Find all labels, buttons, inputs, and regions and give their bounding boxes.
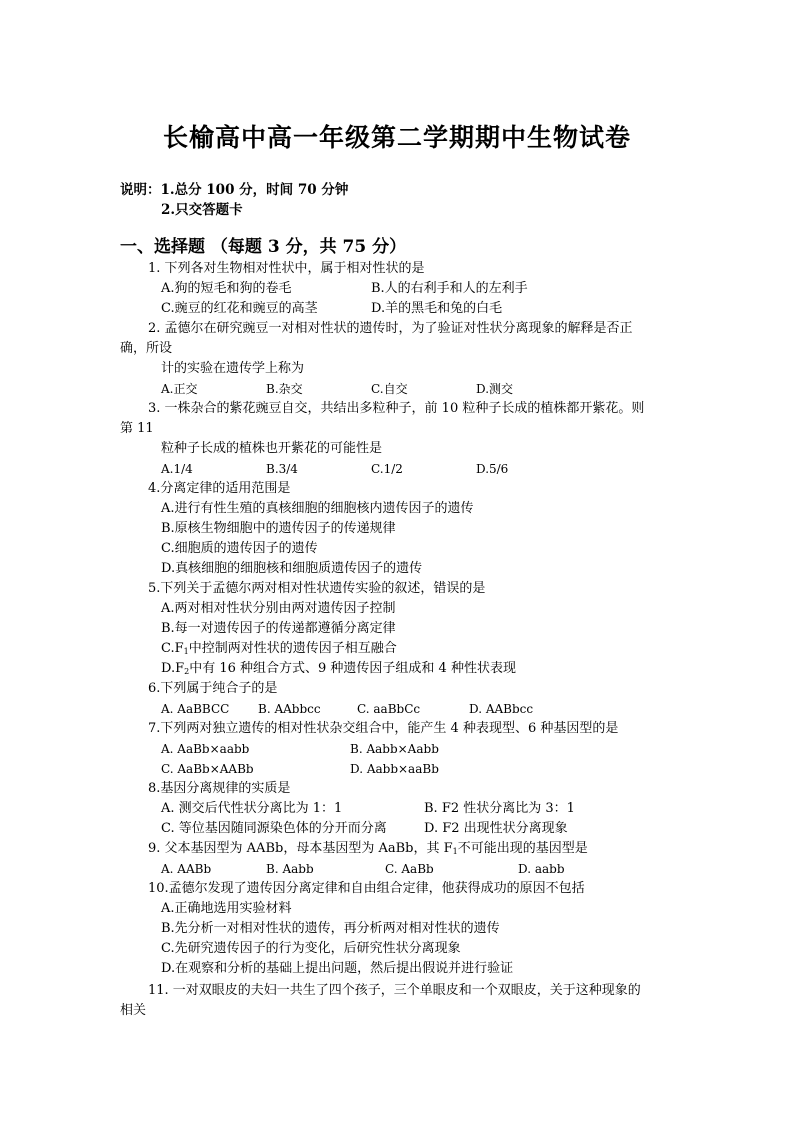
question-5-option-d-subscript: 2 (184, 667, 190, 676)
question-2-option-b: B.杂交 (266, 382, 303, 396)
question-8-option-b: B. F2 性状分离比为 3：1 (424, 801, 575, 816)
question-3-option-a: A.1/4 (161, 462, 193, 476)
question-7-option-b: B. Aabb×Aabb (350, 742, 439, 756)
section-heading-multiple-choice: 一、选择题 （每题 3 分，共 75 分） (120, 237, 407, 257)
question-2-option-c: C.自交 (371, 382, 408, 396)
question-9-option-a: A. AABb (161, 862, 212, 876)
question-1-option-b: B.人的右利手和人的左利手 (371, 281, 528, 296)
question-5-option-a: A.两对相对性状分别由两对遗传因子控制 (161, 601, 396, 616)
question-1-stem: 1. 下列各对生物相对性状中，属于相对性状的是 (148, 261, 425, 276)
question-7-option-a: A. AaBb×aabb (161, 742, 250, 756)
question-6-stem: 6.下列属于纯合子的是 (148, 681, 278, 696)
question-5-option-d-text: 中有 16 种组合方式、9 种遗传因子组成和 4 种性状表现 (189, 661, 516, 676)
question-5-option-c-subscript: 1 (183, 647, 189, 656)
question-11-stem-line1: 11. 一对双眼皮的夫妇一共生了四个孩子，三个单眼皮和一个双眼皮，关于这种现象的 (148, 983, 641, 998)
question-8-option-c: C. 等位基因随同源染色体的分开而分离 (161, 821, 387, 836)
question-8-option-d: D. F2 出现性状分离现象 (424, 821, 568, 836)
question-1-option-d: D.羊的黑毛和兔的白毛 (371, 301, 503, 316)
question-1-option-a: A.狗的短毛和狗的卷毛 (161, 281, 292, 296)
question-4-option-b: B.原核生物细胞中的遗传因子的传递规律 (161, 521, 396, 536)
exam-instructions-line1: 说明：1.总分 100 分，时间 70 分钟 (120, 182, 349, 198)
question-9-option-d: D. aabb (518, 862, 565, 876)
question-2-stem-line1: 2. 孟德尔在研究豌豆一对相对性状的遗传时，为了验证对性状分离现象的解释是否正 (148, 321, 633, 336)
question-10-option-a: A.正确地选用实验材料 (161, 901, 292, 916)
question-6-option-b: B. AAbbcc (258, 702, 321, 716)
question-3-option-b: B.3/4 (266, 462, 298, 476)
question-5-option-c-text: 中控制两对性状的遗传因子相互融合 (188, 641, 397, 656)
question-2-option-d: D.测交 (476, 382, 514, 396)
question-3-stem-line3: 粒种子长成的植株也开紫花的可能性是 (161, 441, 383, 456)
question-5-option-d-prefix: D.F (161, 661, 185, 676)
question-9-stem-text: 不可能出现的基因型是 (457, 841, 588, 856)
question-5-option-c (161, 640, 397, 658)
question-3-option-d: D.5/6 (476, 462, 509, 476)
question-6-option-c: C. aaBbCc (357, 702, 421, 716)
question-7-stem: 7.下列两对独立遗传的相对性状杂交组合中，能产生 4 种表现型、6 种基因型的是 (148, 721, 619, 736)
exam-instructions-line2: 2.只交答题卡 (161, 202, 243, 218)
question-4-option-d: D.真核细胞的细胞核和细胞质遗传因子的遗传 (161, 561, 423, 576)
question-10-stem: 10.孟德尔发现了遗传因分离定律和自由组合定律，他获得成功的原因不包括 (148, 881, 585, 896)
question-3-stem-line2: 第 11 (120, 421, 154, 436)
question-5-stem: 5.下列关于孟德尔两对相对性状遗传实验的叙述，错误的是 (148, 581, 486, 596)
question-1-option-c: C.豌豆的红花和豌豆的高茎 (161, 301, 318, 316)
question-4-stem: 4.分离定律的适用范围是 (148, 481, 291, 496)
question-9-option-c: C. AaBb (385, 862, 434, 876)
question-7-option-d: D. Aabb×aaBb (350, 762, 439, 776)
question-10-option-b: B.先分析一对相对性状的遗传，再分析两对相对性状的遗传 (161, 921, 500, 936)
question-4-option-a: A.进行有性生殖的真核细胞的细胞核内遗传因子的遗传 (161, 501, 474, 516)
question-5-option-b: B.每一对遗传因子的传递都遵循分离定律 (161, 621, 396, 636)
question-9-option-b: B. Aabb (266, 862, 314, 876)
question-9-stem (148, 840, 588, 858)
question-3-stem-line1: 3. 一株杂合的紫花豌豆自交，共结出多粒种子，前 10 粒种子长成的植株都开紫花。则 (148, 401, 645, 416)
exam-title: 长榆高中高一年级第二学期期中生物试卷 (162, 123, 631, 152)
question-10-option-d: D.在观察和分析的基础上提出问题，然后提出假说并进行验证 (161, 961, 514, 976)
question-11-stem-line2: 相关 (120, 1003, 147, 1018)
question-4-option-c: C.细胞质的遗传因子的遗传 (161, 541, 318, 556)
question-5-option-c-prefix: C.F (161, 641, 184, 656)
question-7-option-c: C. AaBb×AABb (161, 762, 254, 776)
question-5-option-d (161, 660, 516, 678)
question-9-stem-prefix: 9. 父本基因型为 AABb，母本基因型为 AaBb，其 F (148, 841, 453, 856)
question-2-option-a: A.正交 (161, 382, 198, 396)
question-9-stem-subscript: 1 (452, 847, 458, 856)
question-8-option-a: A. 测交后代性状分离比为 1：1 (161, 801, 343, 816)
question-6-option-d: D. AABbcc (469, 702, 534, 716)
question-2-stem-line3: 计的实验在遗传学上称为 (161, 361, 305, 376)
question-6-option-a: A. AaBBCC (161, 702, 230, 716)
question-8-stem: 8.基因分离规律的实质是 (148, 781, 291, 796)
question-2-stem-line2: 确，所设 (120, 341, 173, 356)
question-10-option-c: C.先研究遗传因子的行为变化，后研究性状分离现象 (161, 941, 461, 956)
question-3-option-c: C.1/2 (371, 462, 403, 476)
